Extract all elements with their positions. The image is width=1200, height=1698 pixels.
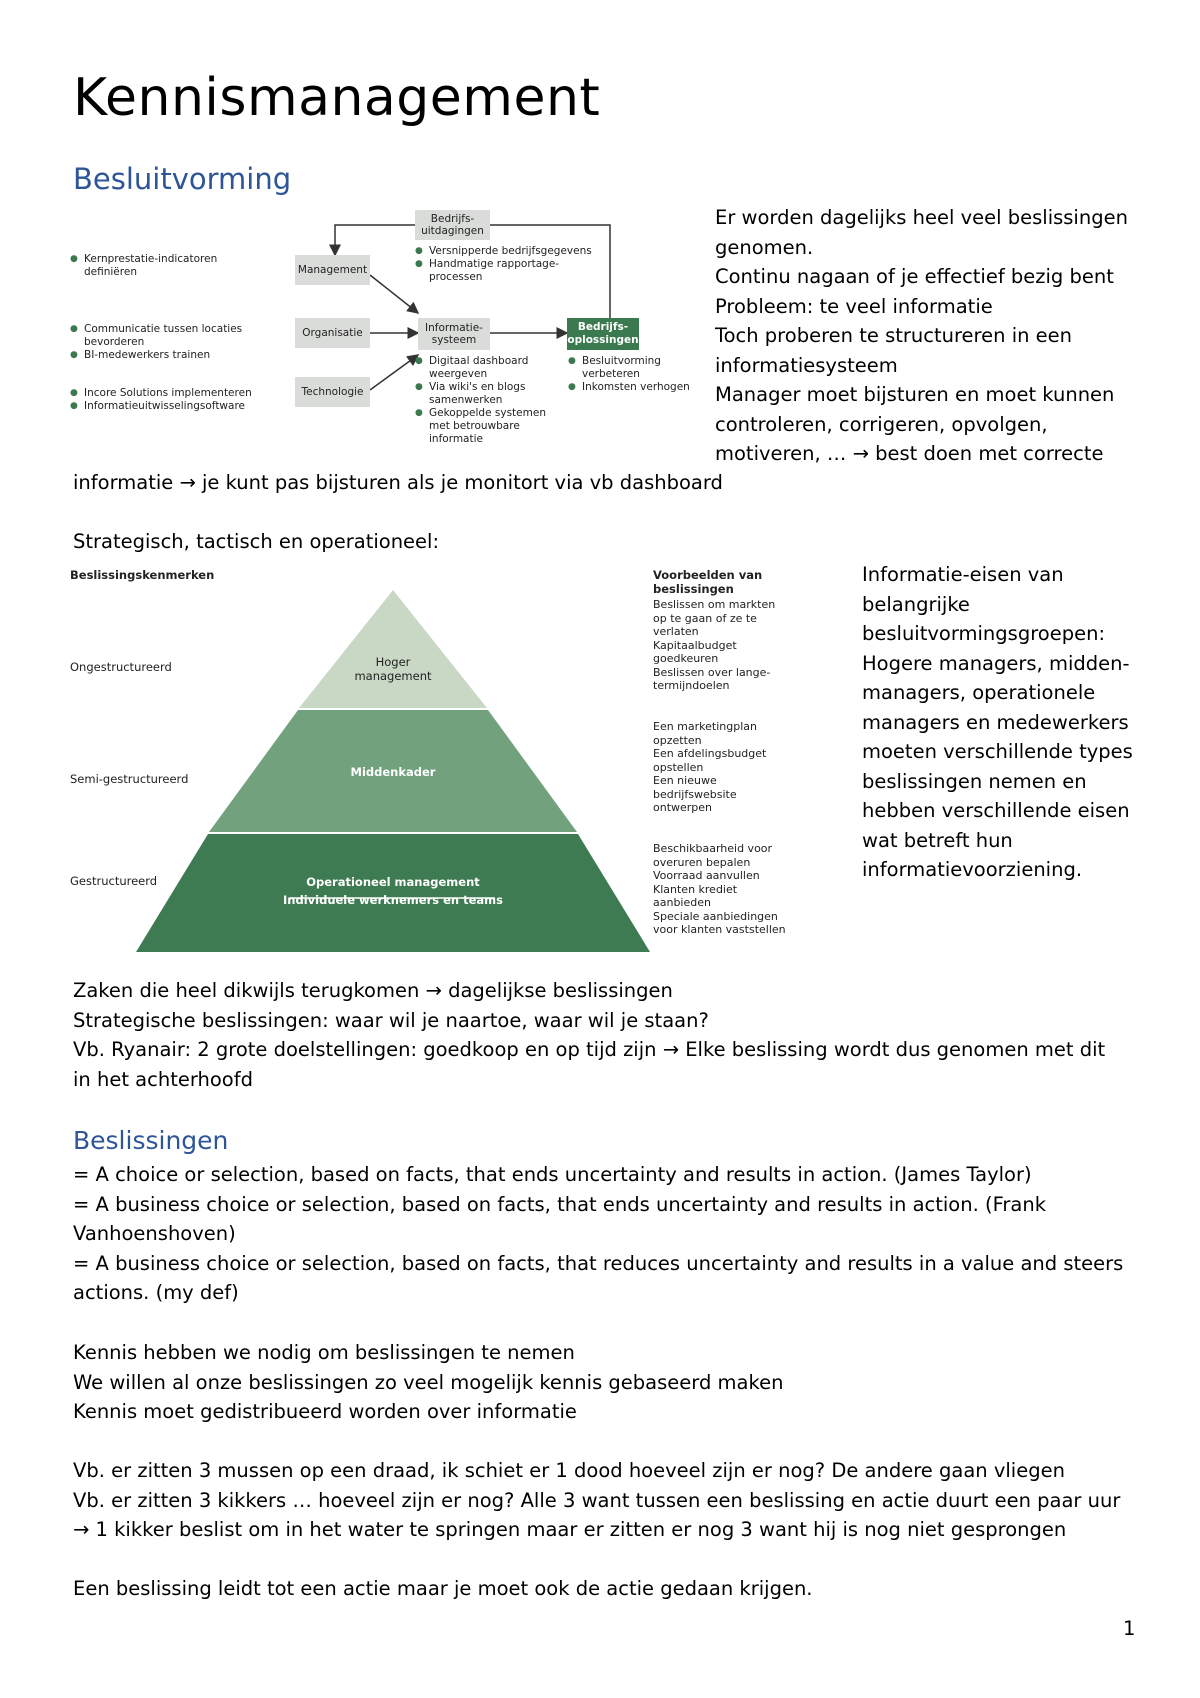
bullet: ● Incore Solutions implementeren <box>70 387 290 400</box>
side-line: hebben verschillende eisen <box>862 799 1130 822</box>
text-line: = A choice or selection, based on facts, that ends uncertainty and results in action. (James Taylor) <box>73 1163 1032 1186</box>
pyramid-right-header: Voorbeelden van beslissingen <box>653 568 763 596</box>
text-line: = A business choice or selection, based on facts, that ends uncertainty and results in action. (Frank <box>73 1192 1047 1216</box>
pyramid-mid-label: Middenkader <box>350 765 436 779</box>
side-line: genomen. <box>715 235 814 259</box>
infosys-bullets <box>415 355 565 446</box>
text-line: Vb. Ryanair: 2 grote doelstellingen: goedkoop en op tijd zijn → Elke beslissing wordt dus genomen met dit <box>73 1038 1106 1061</box>
text-line: Kennis hebben we nodig om beslissingen te nemen <box>73 1341 575 1364</box>
challenges-bullets <box>415 245 605 284</box>
examples-mid: Een marketingplan opzetten Een afdelingsbudget opstellen Een nieuwe bedrijfswebsite ontwerpen <box>653 720 767 814</box>
side-line: besluitvormingsgroepen: <box>862 622 1106 645</box>
kennis-paragraph <box>73 1338 1163 1427</box>
management-box: Management <box>295 255 370 285</box>
bullet: ● Gekoppelde systemen met betrouwbare informatie <box>415 407 565 446</box>
side-line: wat betreft hun <box>862 828 1013 852</box>
side-line: Probleem: te veel informatie <box>715 294 993 318</box>
wrap-line: informatie → je kunt pas bijsturen als je monitort via vb dashboard <box>73 471 723 494</box>
side-line: Informatie-eisen van <box>862 563 1064 586</box>
side-line: informatiesysteem <box>715 353 898 377</box>
left-group-1 <box>70 253 290 279</box>
side-line: controleren, corrigeren, opvolgen, <box>715 412 1048 436</box>
solutions-bullets <box>568 355 698 394</box>
side-line: Hogere managers, midden- <box>862 651 1130 675</box>
level-gestructureerd: Gestructureerd <box>70 874 158 888</box>
page-number: 1 <box>1123 1617 1136 1640</box>
level-ongestructureerd: Ongestructureerd <box>70 660 172 674</box>
text-line: Zaken die heel dikwijls terugkomen → dagelijkse beslissingen <box>73 979 673 1002</box>
solutions-box: Bedrijfs- oplossingen <box>567 318 639 350</box>
text-line: Strategische beslissingen: waar wil je naartoe, waar wil je staan? <box>73 1008 709 1032</box>
left-group-3 <box>70 387 290 413</box>
text-line: Vb. er zitten 3 kikkers … hoeveel zijn er nog? Alle 3 want tussen een beslissing en actie duurt een paar uur <box>73 1488 1121 1512</box>
examples-paragraph <box>73 1456 1173 1545</box>
bullet: ● Versnipperde bedrijfsgegevens <box>415 245 605 258</box>
text-line: actions. (my def) <box>73 1281 239 1304</box>
pyramid-figure <box>65 560 845 960</box>
bullet: ● Besluitvorming verbeteren <box>568 355 698 381</box>
left-group-2 <box>70 323 290 362</box>
bullet: ● Informatieuitwisselingsoftware <box>70 400 290 413</box>
side-line: moeten verschillende types <box>862 740 1133 763</box>
bullet: ● Digitaal dashboard weergeven <box>415 355 565 381</box>
side-line: Toch proberen te structureren in een <box>715 324 1073 347</box>
strategic-line: Strategisch, tactisch en operationeel: <box>73 530 440 553</box>
bullet: ● BI-medewerkers trainen <box>70 349 290 362</box>
text-line: = A business choice or selection, based on facts, that reduces uncertainty and results in a value and steers <box>73 1251 1124 1275</box>
challenges-box: Bedrijfs- uitdagingen <box>415 210 490 240</box>
side-line: Continu nagaan of je effectief bezig bent <box>715 265 1114 288</box>
text-line: Vanhoenshoven) <box>73 1222 236 1245</box>
besluitvorming-diagram <box>70 205 700 450</box>
side-line: managers, operationele <box>862 681 1096 704</box>
side-text <box>715 203 1155 469</box>
text-line: Kennis moet gedistribueerd worden over informatie <box>73 1400 577 1423</box>
pyramid-top-tier <box>299 590 487 708</box>
infosys-box: Informatie- systeem <box>418 318 490 350</box>
bullet: ● Handmatige rapportage- processen <box>415 258 605 284</box>
side-line: informatievoorziening. <box>862 858 1083 881</box>
technologie-box: Technologie <box>295 377 370 407</box>
heading-besluitvorming: Besluitvorming <box>73 162 292 196</box>
last-line: Een beslissing leidt tot een actie maar je moet ook de actie gedaan krijgen. <box>73 1577 813 1600</box>
pyramid-side-text <box>862 560 1162 885</box>
bullet: ● Inkomsten verhogen <box>568 381 698 394</box>
text-line: → 1 kikker beslist om in het water te springen maar er zitten er nog 3 want hij is nog niet gesprongen <box>73 1518 1067 1541</box>
pyramid-bottom-label2: Individuele werknemers en teams <box>283 893 503 907</box>
bullet: ● Via wiki's en blogs samenwerken <box>415 381 565 407</box>
pyramid-top-label: Hoger management <box>354 655 432 683</box>
page-title: Kennismanagement <box>73 68 601 128</box>
examples-top: Beslissen om markten op te gaan of ze te verlaten Kapitaalbudget goedkeuren Beslissen over lange- termijndoelen <box>653 598 776 692</box>
side-line: beslissingen nemen en <box>862 769 1087 793</box>
side-line: motiveren, … → best doen met correcte <box>715 442 1104 465</box>
examples-bottom: Beschikbaarheid voor overuren bepalen Voorraad aanvullen Klanten krediet aanbieden Speciale aanbiedingen voor klanten vaststellen <box>653 842 786 936</box>
pyramid-left-header: Beslissingskenmerken <box>70 568 215 582</box>
pyramid-bottom-label1: Operationeel management <box>306 875 480 889</box>
text-line: in het achterhoofd <box>73 1067 253 1091</box>
paragraph-zaken <box>73 976 1153 1094</box>
organisatie-box: Organisatie <box>295 318 370 348</box>
side-line: managers en medewerkers <box>862 710 1129 734</box>
bullet: ● Kernprestatie-indicatoren definiëren <box>70 253 290 279</box>
text-line: We willen al onze beslissingen zo veel mogelijk kennis gebaseerd maken <box>73 1370 784 1394</box>
side-line: belangrijke <box>862 592 970 616</box>
definitions <box>73 1160 1163 1308</box>
side-line: Er worden dagelijks heel veel beslissingen <box>715 206 1128 229</box>
heading-beslissingen: Beslissingen <box>73 1126 229 1155</box>
level-semi: Semi-gestructureerd <box>70 772 189 786</box>
bullet: ● Communicatie tussen locaties bevorderen <box>70 323 290 349</box>
text-line: Vb. er zitten 3 mussen op een draad, ik schiet er 1 dood hoeveel zijn er nog? De andere gaan vliegen <box>73 1459 1065 1482</box>
side-line: Manager moet bijsturen en moet kunnen <box>715 383 1115 406</box>
